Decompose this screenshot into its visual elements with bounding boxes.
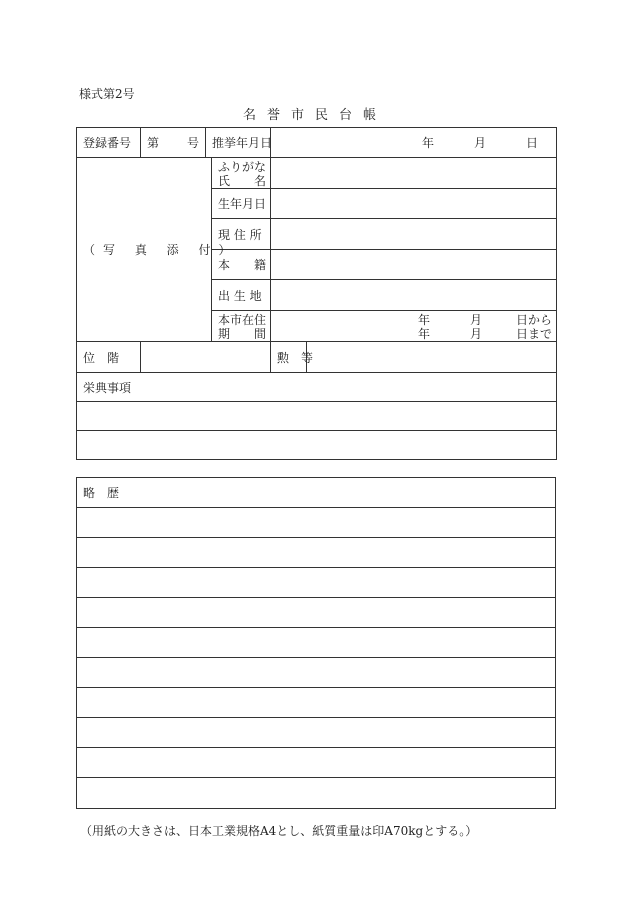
nomination-date-field[interactable] [271, 128, 557, 158]
honors-label: 栄典事項 [77, 373, 557, 402]
to-day: 日まで [516, 326, 553, 341]
birthplace-field[interactable] [271, 280, 557, 311]
honors-line[interactable] [77, 402, 557, 431]
history-line[interactable] [77, 718, 556, 748]
form-number: 様式第2号 [79, 87, 135, 101]
from-year: 年 [417, 312, 430, 327]
residence-label-2: 期 間 [218, 326, 267, 341]
history-line[interactable] [77, 568, 556, 598]
photo-area[interactable]: （写 真 添 付） [77, 158, 212, 342]
birthplace-label: 出 生 地 [212, 280, 271, 311]
to-year: 年 [417, 326, 430, 341]
registry-table [76, 127, 557, 460]
footer-note: （用紙の大きさは、日本工業規格A4とし、紙質重量は印A70kgとする。） [80, 824, 478, 838]
birthdate-field[interactable] [271, 189, 557, 219]
page-title: 名誉市民台帳 [242, 108, 387, 123]
domicile-label: 本 籍 [212, 250, 271, 280]
history-line[interactable] [77, 508, 556, 538]
name-label: 氏 名 [218, 173, 267, 188]
go-label: 号 [174, 128, 206, 158]
residence-label-1: 本市在住 [218, 312, 267, 327]
history-line[interactable] [77, 778, 556, 809]
day-label: 日 [526, 136, 539, 150]
dai-label: 第 [141, 128, 174, 158]
from-month: 月 [470, 312, 483, 327]
residence-period-label [212, 311, 271, 342]
furigana-name-label [212, 158, 271, 189]
history-line[interactable] [77, 748, 556, 778]
name-field[interactable] [271, 158, 557, 189]
history-table [76, 477, 556, 809]
history-line[interactable] [77, 538, 556, 568]
birthdate-label: 生年月日 [212, 189, 271, 219]
furigana-label: ふりがな [218, 159, 267, 174]
history-line[interactable] [77, 688, 556, 718]
history-line[interactable] [77, 658, 556, 688]
to-month: 月 [470, 326, 483, 341]
residence-period-field[interactable] [271, 311, 557, 342]
address-field[interactable] [271, 219, 557, 250]
history-line[interactable] [77, 628, 556, 658]
month-label: 月 [474, 136, 487, 150]
domicile-field[interactable] [271, 250, 557, 280]
year-label: 年 [421, 136, 434, 150]
from-day: 日から [516, 312, 553, 327]
rank-label: 位 階 [77, 342, 141, 373]
nomination-date-label: 推挙年月日 [206, 128, 271, 158]
registration-no-label: 登録番号 [77, 128, 141, 158]
honors-line[interactable] [77, 431, 557, 460]
decoration-field[interactable] [307, 342, 557, 373]
history-line[interactable] [77, 598, 556, 628]
rank-field[interactable] [141, 342, 271, 373]
address-label: 現 住 所 [212, 219, 271, 250]
decoration-label: 勲 等 [271, 342, 307, 373]
history-label: 略 歴 [77, 478, 556, 508]
